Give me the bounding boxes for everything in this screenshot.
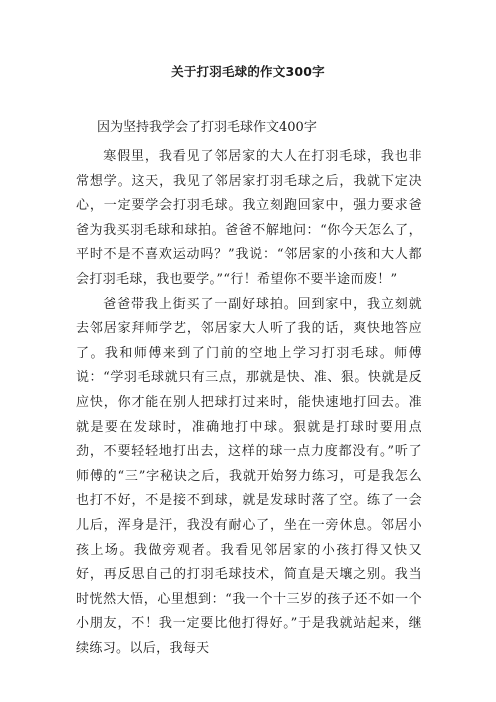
paragraph-2: 爸爸带我上街买了一副好球拍。回到家中，我立刻就去邻居家拜师学艺，邻居家大人听了我的话，爽快地答应了。我和师傅来到了门前的空地上学习打羽毛球。师傅说：“学羽毛球就只有三点，那就是快、准、狠。快就是反应快，你才能在别人把球打过来时，能快速地打回去。准就是要在发球时，准确地打中球。狠就是打球时要用点劲，不要轻轻地打出去，这样的球一点力度都没有。”听了师傅的“三”字秘诀之后，我就开始努力练习，可是我怎么也打不好，不是接不到球，就是发球时落了空。练了一会儿后，浑身是汗，我没有耐心了，坐在一旁休息。邻居小孩上场。我做旁观者。我看见邻居家的小孩打得又快又好，再反思自己的打羽毛球技术，简直是天壤之别。我当时恍然大悟，心里想到：“我一个十三岁的孩子还不如一个小朋友，不！我一定要比他打得好。”于是我就站起来，继续练习。以后，我每天 <box>76 296 422 656</box>
document-title: 关于打羽毛球的作文300字 <box>171 64 325 79</box>
paragraph-1: 寒假里，我看见了邻居家的大人在打羽毛球，我也非常想学。这天，我见了邻居家打羽毛球之后，我就下定决心，一定要学会打羽毛球。我立刻跑回家中，强力要求爸爸为我买羽毛球和球拍。爸爸不解地问：“你今天怎么了，平时不是不喜欢运动吗？”我说：“邻居家的小孩和大人都会打羽毛球，我也要学。”“行！希望你不要半途而废！” <box>76 149 422 287</box>
document-body <box>76 145 422 661</box>
document-subtitle: 因为坚持我学会了打羽毛球作文400字 <box>97 120 317 135</box>
